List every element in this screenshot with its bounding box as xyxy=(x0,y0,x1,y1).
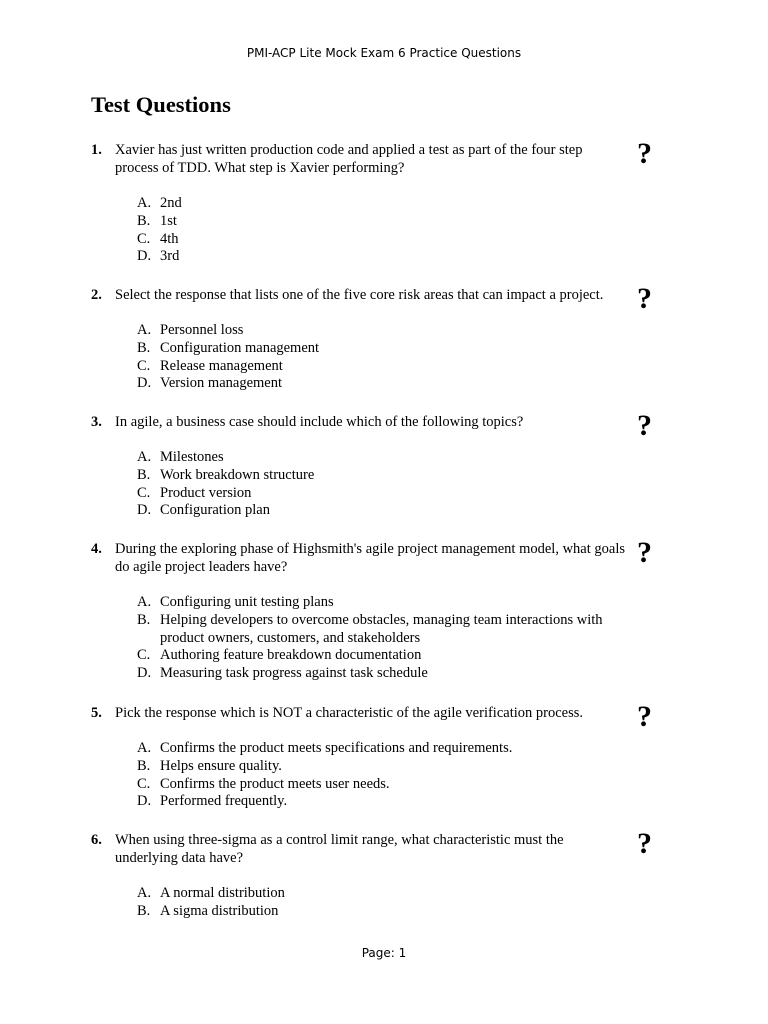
answer-list xyxy=(91,449,691,520)
answer-letter: D. xyxy=(137,793,152,810)
question-number: 4. xyxy=(91,541,102,557)
answer-text: 2nd xyxy=(160,195,182,211)
question-mark-icon: ? xyxy=(637,827,652,860)
question-mark-icon: ? xyxy=(637,409,652,442)
question-mark-icon: ? xyxy=(637,700,652,733)
answer-letter: D. xyxy=(137,665,152,682)
question-3 xyxy=(91,409,691,520)
question-number: 2. xyxy=(91,287,102,303)
answer-option xyxy=(91,594,620,612)
answer-option xyxy=(91,195,620,213)
question-text: Select the response that lists one of the five core risk areas that can impact a project. xyxy=(115,287,604,303)
answer-option xyxy=(91,467,620,485)
answer-list xyxy=(91,740,691,811)
answer-text: Configuring unit testing plans xyxy=(160,594,334,610)
answer-option xyxy=(91,612,620,648)
answer-text: Confirms the product meets user needs. xyxy=(160,775,390,792)
question-text: When using three-sigma as a control limit range, what characteristic must the underlying data have? xyxy=(115,832,564,866)
question-text: In agile, a business case should include which of the following topics? xyxy=(115,414,524,430)
answer-letter: C. xyxy=(137,357,151,374)
answer-text: Release management xyxy=(160,357,283,374)
answer-option xyxy=(91,758,620,776)
answer-letter: A. xyxy=(137,195,152,211)
answer-text: 4th xyxy=(160,230,179,247)
answer-option xyxy=(91,776,620,794)
answer-letter: B. xyxy=(137,212,151,229)
answer-letter: C. xyxy=(137,647,151,664)
answer-option xyxy=(91,885,620,903)
answer-letter: B. xyxy=(137,611,151,628)
answer-letter: A. xyxy=(137,449,152,465)
answer-option xyxy=(91,231,620,249)
answer-letter: B. xyxy=(137,902,151,919)
answer-letter: B. xyxy=(137,466,151,483)
answer-list xyxy=(91,885,691,921)
answer-letter: B. xyxy=(137,339,151,356)
answer-text: 3rd xyxy=(160,248,180,265)
question-6 xyxy=(91,827,691,921)
answer-option xyxy=(91,449,620,467)
page-title: Test Questions xyxy=(91,92,231,117)
answer-letter: A. xyxy=(137,885,152,901)
page-number: Page: 1 xyxy=(361,946,407,960)
answer-text: Confirms the product meets specifications and requirements. xyxy=(160,740,513,756)
answer-letter: A. xyxy=(137,740,152,756)
answer-text: 1st xyxy=(160,212,177,229)
answer-text: Configuration management xyxy=(160,339,320,356)
answer-option xyxy=(91,358,620,376)
question-number: 3. xyxy=(91,414,102,430)
question-5 xyxy=(91,700,691,811)
answer-list xyxy=(91,195,691,266)
question-number: 5. xyxy=(91,705,102,721)
answer-option xyxy=(91,665,620,683)
answer-letter: C. xyxy=(137,775,151,792)
question-text: Xavier has just written production code and applied a test as part of the four step process of TDD. What step is Xavier performing? xyxy=(115,142,583,176)
question-4 xyxy=(91,536,691,683)
answer-text: Authoring feature breakdown documentation xyxy=(160,647,422,664)
answer-option xyxy=(91,793,620,811)
question-2 xyxy=(91,282,691,393)
answer-text: Product version xyxy=(160,484,252,501)
answer-text: Performed frequently. xyxy=(160,793,288,810)
answer-text: Version management xyxy=(160,375,283,392)
answer-text: Helping developers to overcome obstacles, managing team interactions with product owners, customers, and stakeholders xyxy=(160,611,603,646)
question-1 xyxy=(91,137,691,266)
answer-letter: A. xyxy=(137,322,152,338)
answer-letter: C. xyxy=(137,230,151,247)
answer-letter: D. xyxy=(137,375,152,392)
answer-option xyxy=(91,647,620,665)
answer-letter: D. xyxy=(137,248,152,265)
answer-text: Milestones xyxy=(160,449,224,465)
answer-list xyxy=(91,322,691,393)
answer-letter: B. xyxy=(137,757,151,774)
question-text: During the exploring phase of Highsmith's agile project management model, what goals do agile project leaders have? xyxy=(115,541,625,575)
question-mark-icon: ? xyxy=(637,536,652,569)
question-mark-icon: ? xyxy=(637,282,652,315)
answer-option xyxy=(91,485,620,503)
answer-option xyxy=(91,375,620,393)
answer-text: A normal distribution xyxy=(160,885,285,901)
answer-text: Measuring task progress against task schedule xyxy=(160,665,428,682)
answer-option xyxy=(91,903,620,921)
answer-option xyxy=(91,502,620,520)
answer-text: Helps ensure quality. xyxy=(160,757,282,774)
page-header: PMI-ACP Lite Mock Exam 6 Practice Questions xyxy=(246,46,522,60)
answer-option xyxy=(91,213,620,231)
answer-text: A sigma distribution xyxy=(160,902,279,919)
answer-letter: A. xyxy=(137,594,152,610)
answer-text: Configuration plan xyxy=(160,502,270,519)
question-number: 6. xyxy=(91,832,102,848)
question-text: Pick the response which is NOT a characteristic of the agile verification process. xyxy=(115,705,584,721)
question-mark-icon: ? xyxy=(637,137,652,170)
answer-text: Personnel loss xyxy=(160,322,244,338)
answer-option xyxy=(91,740,620,758)
answer-option xyxy=(91,322,620,340)
answer-list xyxy=(91,594,691,683)
question-number: 1. xyxy=(91,142,102,158)
answer-letter: C. xyxy=(137,484,151,501)
answer-option xyxy=(91,340,620,358)
answer-letter: D. xyxy=(137,502,152,519)
answer-option xyxy=(91,248,620,266)
answer-text: Work breakdown structure xyxy=(160,466,315,483)
